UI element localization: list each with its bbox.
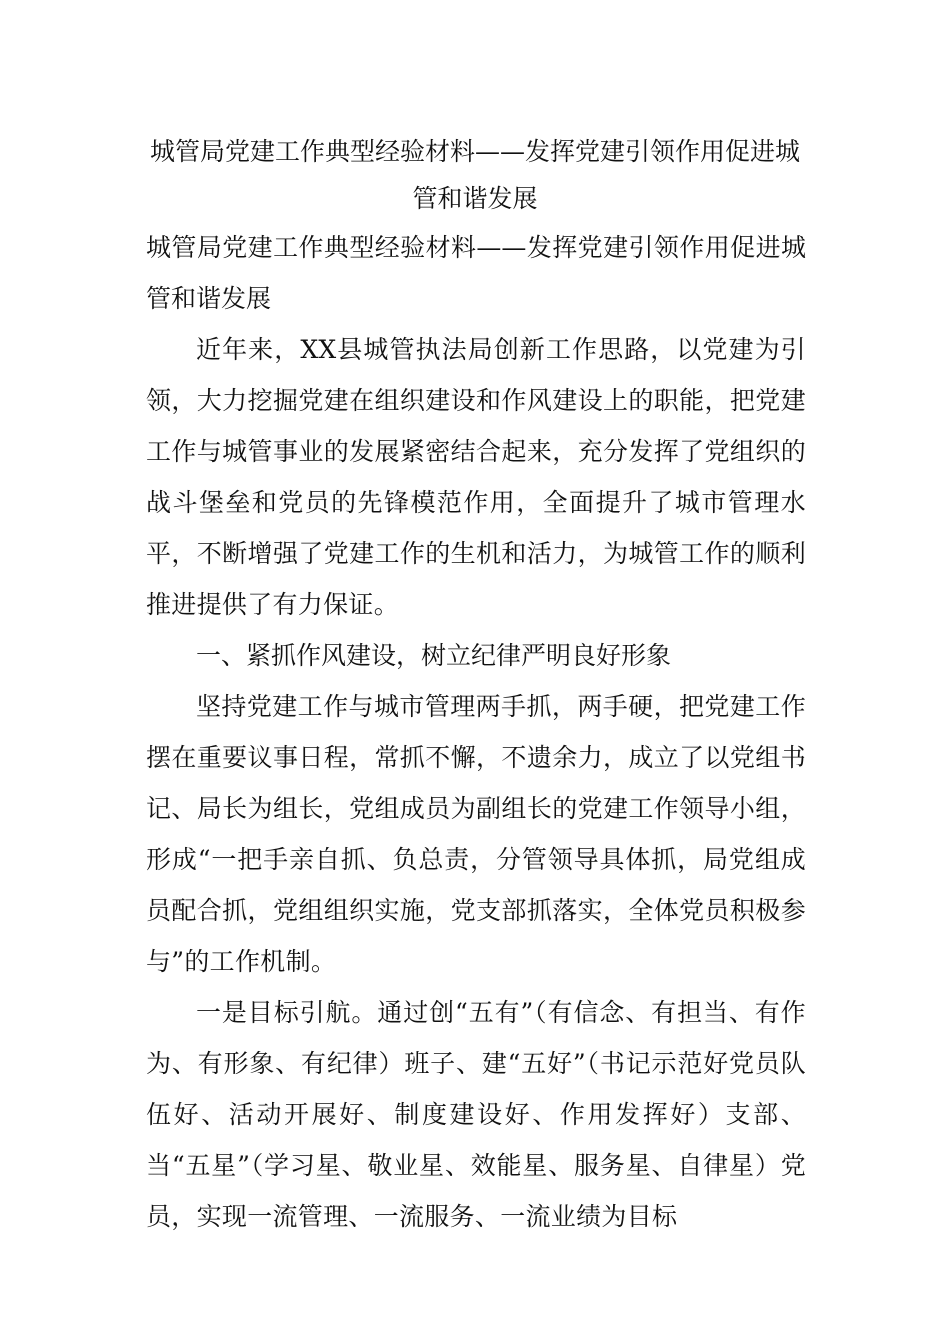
- document-body: [146, 222, 806, 1242]
- paragraph-section-1: 坚持党建工作与城市管理两手抓，两手硬，把党建工作摆在重要议事日程，常抓不懈，不遗余力，成立了以党组书记、局长为组长，党组成员为副组长的党建工作领导小组，形成“一把手亲自抓、负总责，分管领导具体抓，局党组成员配合抓，党组组织实施，党支部抓落实，全体党员积极参与”的工作机制。: [146, 692, 806, 976]
- document-subtitle: 城管局党建工作典型经验材料——发挥党建引领作用促进城管和谐发展: [146, 233, 806, 313]
- document-title: 城管局党建工作典型经验材料——发挥党建引领作用促进城管和谐发展: [149, 137, 800, 213]
- section-heading-1: 一、紧抓作风建设，树立纪律严明良好形象: [196, 641, 672, 670]
- paragraph-intro: 近年来，XX县城管执法局创新工作思路，以党建为引领，大力挖掘党建在组织建设和作风建设上的职能，把党建工作与城管事业的发展紧密结合起来，充分发挥了党组织的战斗堡垒和党员的先锋模范作用，全面提升了城市管理水平，不断增强了党建工作的生机和活力，为城管工作的顺利推进提供了有力保证。: [146, 335, 806, 619]
- paragraph-goal-guidance: 一是目标引航。通过创“五有”（有信念、有担当、有作为、有形象、有纪律）班子、建“五好”（书记示范好党员队伍好、活动开展好、制度建设好、作用发挥好）支部、当“五星”（学习星、敬业星、效能星、服务星、自律星）党员，实现一流管理、一流服务、一流业绩为目标: [146, 998, 806, 1231]
